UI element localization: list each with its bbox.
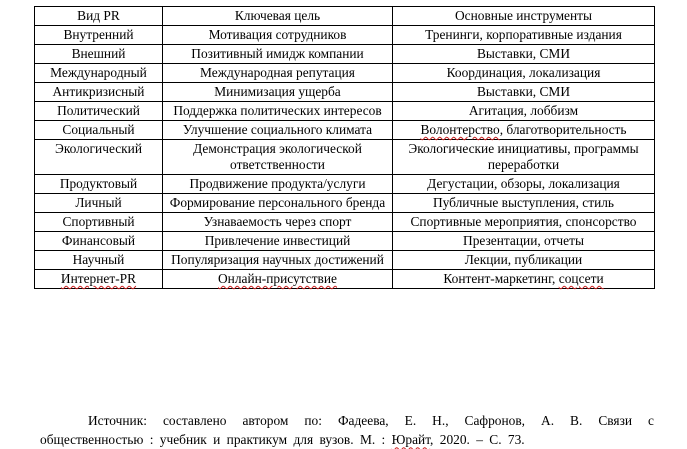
- table-row: [35, 102, 655, 121]
- table-body: [35, 26, 655, 289]
- table-cell-tools: Выставки, СМИ: [393, 83, 655, 102]
- table-row: [35, 213, 655, 232]
- table-cell-tools: Экологические инициативы, программы переработки: [393, 140, 655, 175]
- table-cell-goal: Позитивный имидж компании: [163, 45, 393, 64]
- table-cell-name: Продуктовый: [35, 175, 163, 194]
- table-row: [35, 175, 655, 194]
- source-publisher: Юрайт: [391, 432, 431, 448]
- table-row: [35, 121, 655, 140]
- header-pr-type: Вид PR: [35, 7, 163, 26]
- table-cell-tools: Координация, локализация: [393, 64, 655, 83]
- table-cell-tools: Контент-маркетинг, соцсети: [393, 270, 655, 289]
- table-cell-tools: Выставки, СМИ: [393, 45, 655, 64]
- table-cell-name: Внешний: [35, 45, 163, 64]
- table-cell-name: Международный: [35, 64, 163, 83]
- table-cell-goal: Международная репутация: [163, 64, 393, 83]
- table-cell-name: Политический: [35, 102, 163, 121]
- header-main-tools: Основные инструменты: [393, 7, 655, 26]
- table-cell-tools: Дегустации, обзоры, локализация: [393, 175, 655, 194]
- table-cell-tools: Тренинги, корпоративные издания: [393, 26, 655, 45]
- table-cell-tools: Публичные выступления, стиль: [393, 194, 655, 213]
- table-header-row: [35, 7, 655, 26]
- table-cell-name: Научный: [35, 251, 163, 270]
- table-cell-goal: Демонстрация экологической ответственности: [163, 140, 393, 175]
- table-cell-tools: Презентации, отчеты: [393, 232, 655, 251]
- table-cell-goal: Минимизация ущерба: [163, 83, 393, 102]
- table-cell-goal: Формирование персонального бренда: [163, 194, 393, 213]
- table-cell-name: Социальный: [35, 121, 163, 140]
- table-row: [35, 64, 655, 83]
- table-cell-name: Интернет-PR: [35, 270, 163, 289]
- table-cell-goal: Онлайн-присутствие: [163, 270, 393, 289]
- table-cell-goal: Популяризация научных достижений: [163, 251, 393, 270]
- table-cell-name: Антикризисный: [35, 83, 163, 102]
- table-row: [35, 45, 655, 64]
- table-row: [35, 140, 655, 175]
- table-row: [35, 251, 655, 270]
- source-citation-end: , 2020. – С. 73.: [430, 432, 525, 448]
- table-cell-goal: Мотивация сотрудников: [163, 26, 393, 45]
- table-cell-goal: Привлечение инвестиций: [163, 232, 393, 251]
- table-row: [35, 232, 655, 251]
- table-cell-goal: Поддержка политических интересов: [163, 102, 393, 121]
- table-cell-tools: Лекции, публикации: [393, 251, 655, 270]
- table-cell-name: Финансовый: [35, 232, 163, 251]
- table-cell-tools: Волонтерство, благотворительность: [393, 121, 655, 140]
- table-row: [35, 270, 655, 289]
- table-cell-name: Экологический: [35, 140, 163, 175]
- table-cell-tools: Спортивные мероприятия, спонсорство: [393, 213, 655, 232]
- table-cell-goal: Узнаваемость через спорт: [163, 213, 393, 232]
- table-cell-name: Личный: [35, 194, 163, 213]
- table-cell-goal: Продвижение продукта/услуги: [163, 175, 393, 194]
- table-cell-name: Внутренний: [35, 26, 163, 45]
- table-row: [35, 194, 655, 213]
- source-citation: [40, 411, 654, 449]
- table-cell-tools: Агитация, лоббизм: [393, 102, 655, 121]
- table-cell-name: Спортивный: [35, 213, 163, 232]
- table-row: [35, 83, 655, 102]
- table-cell-goal: Улучшение социального климата: [163, 121, 393, 140]
- pr-types-table: [34, 6, 655, 289]
- table-row: [35, 26, 655, 45]
- header-key-goal: Ключевая цель: [163, 7, 393, 26]
- source-citation-text: Источник: составлено автором по: Фадеева, Е. Н., Сафронов, А. В. Связи с общественностью : учебник и практикум для вузов. М. :: [40, 413, 654, 448]
